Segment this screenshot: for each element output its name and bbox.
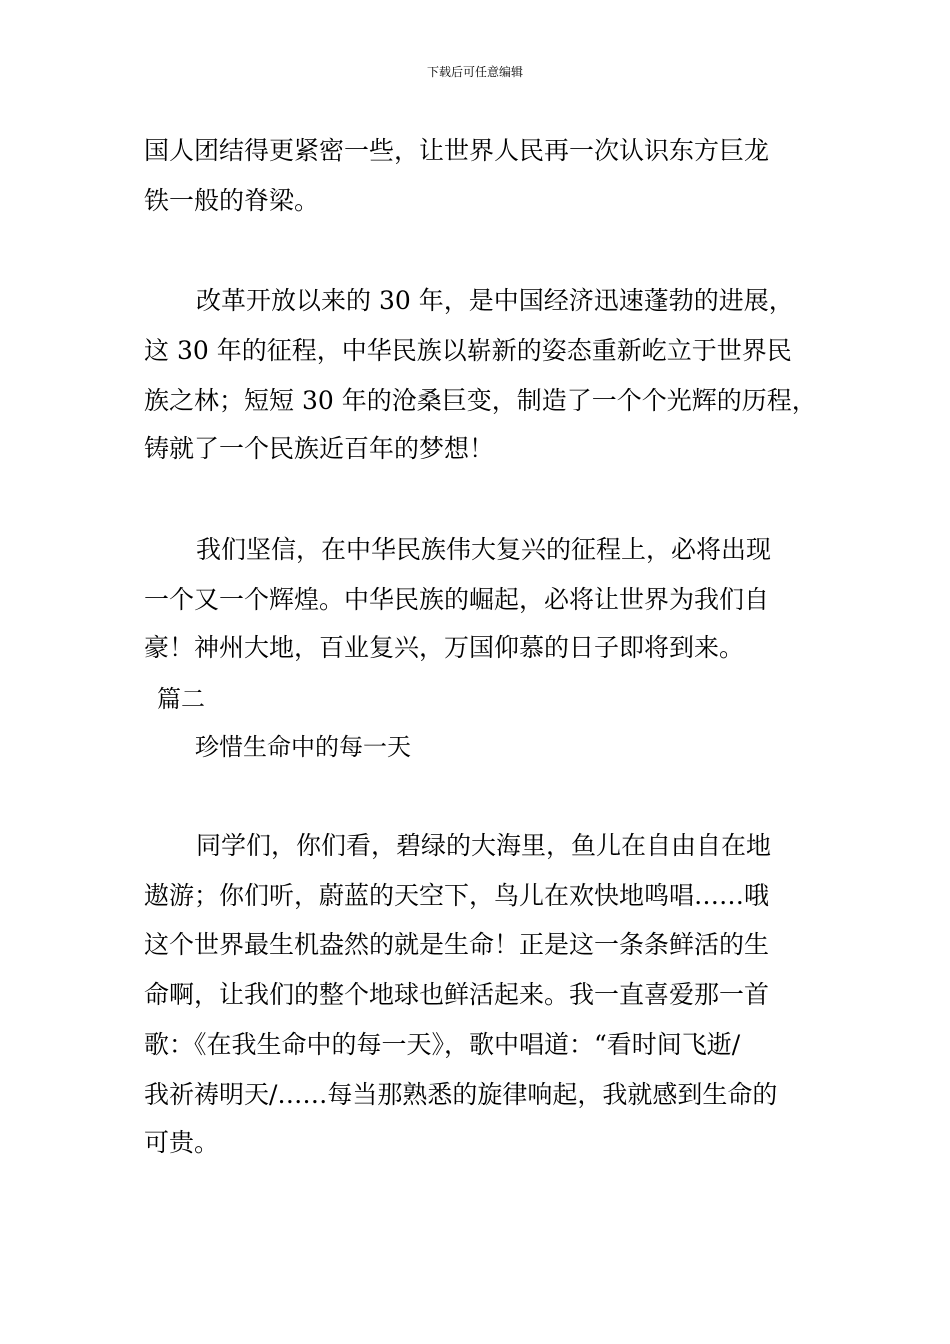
paragraph-2-line-2: 这 30 年的征程，中华民族以崭新的姿态重新屹立于世界民 xyxy=(144,336,792,365)
section-paragraph-line-3: 这个世界最生机盎然的就是生命！正是这一条条鲜活的生 xyxy=(144,930,770,959)
section-paragraph-line-4: 命啊，让我们的整个地球也鲜活起来。我一直喜爱那一首 xyxy=(144,980,770,1009)
paragraph-1-line-1: 国人团结得更紧密一些，让世界人民再一次认识东方巨龙 xyxy=(144,136,770,165)
paragraph-2-line-4: 铸就了一个民族近百年的梦想！ xyxy=(144,434,495,463)
page-header-note: 下载后可任意编辑 xyxy=(426,65,523,79)
paragraph-2-line-1: 改革开放以来的 30 年，是中国经济迅速蓬勃的进展， xyxy=(196,286,794,315)
section-paragraph-line-1: 同学们，你们看，碧绿的大海里，鱼儿在自由自在地 xyxy=(196,831,772,860)
paragraph-3-line-1: 我们坚信，在中华民族伟大复兴的征程上，必将出现 xyxy=(196,535,772,564)
section-label: 篇二 xyxy=(157,685,205,713)
paragraph-3-line-3: 豪！神州大地，百业复兴，万国仰慕的日子即将到来。 xyxy=(144,633,745,662)
section-paragraph-line-6: 我祈祷明天/……每当那熟悉的旋律响起，我就感到生命的 xyxy=(144,1080,778,1109)
section-paragraph-line-5: 歌：《在我生命中的每一天》，歌中唱道：“看时间飞逝/ xyxy=(144,1030,741,1059)
section-paragraph-line-2: 遨游；你们听，蔚蓝的天空下，鸟儿在欢快地鸣唱……哦 xyxy=(144,881,770,910)
section-title: 珍惜生命中的每一天 xyxy=(195,733,411,761)
paragraph-1-line-2: 铁一般的脊梁。 xyxy=(144,186,320,215)
paragraph-2-line-3: 族之林；短短 30 年的沧桑巨变，制造了一个个光辉的历程， xyxy=(144,386,817,415)
section-paragraph-line-7: 可贵。 xyxy=(144,1128,220,1157)
paragraph-3-line-2: 一个又一个辉煌。中华民族的崛起，必将让世界为我们自 xyxy=(144,585,770,614)
